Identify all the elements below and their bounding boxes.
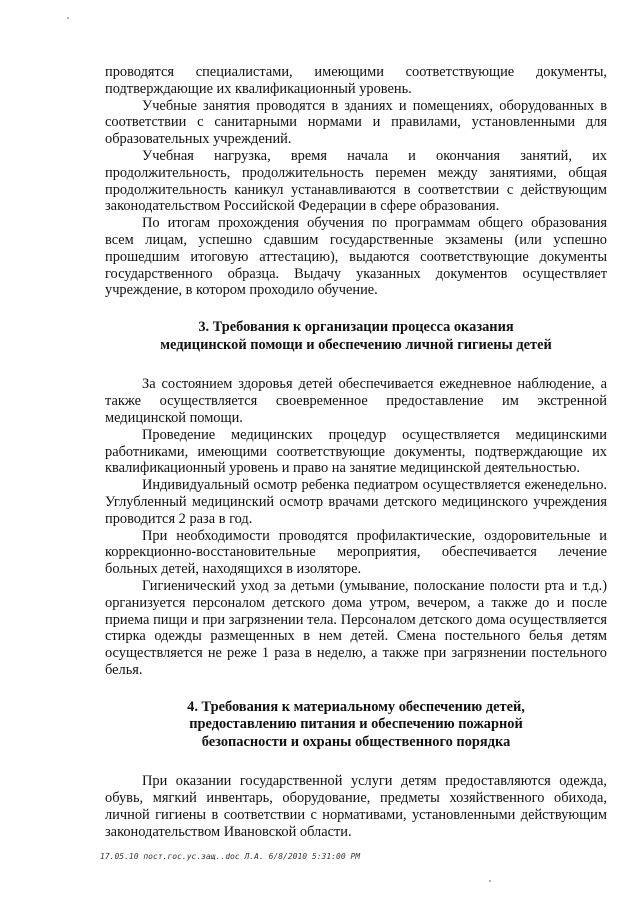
- section-3-title-line: 3. Требования к организации процесса оказания: [198, 319, 514, 336]
- paragraph: При необходимости проводятся профилактические, оздоровительные и коррекционно-восстановительные мероприятия, обеспечивается лечение больных детей, находящихся в изоляторе.: [105, 527, 607, 578]
- paragraph: При оказании государственной услуги детям предоставляются одежда, обувь, мягкий инвентарь, оборудование, предметы хозяйственного обихода, личной гигиены в соответствии с нормативами, установленными действующим законодательством Ивановской области.: [105, 773, 607, 840]
- paragraph: По итогам прохождения обучения по программам общего образования всем лицам, успешно сдавшим государственные экзамены (или успешно прошедшим итоговую аттестацию), выдаются соответствующие документы государственного образца. Выдачу указанных документов осуществляет учреждение, в котором проходило обучение.: [105, 215, 607, 299]
- scan-speck: [67, 17, 69, 19]
- paragraph: Учебная нагрузка, время начала и окончания занятий, их продолжительность, продолжительность перемен между занятиями, общая продолжительность каникул устанавливаются в соответствии с действующим законодательством Российской Федерации в сфере образования.: [105, 147, 607, 215]
- section-4-heading: [105, 699, 607, 752]
- document-footer: 17.05.10 пост.гос.ус.защ..doc Л.А. 6/8/2010 5:31:00 PM: [100, 852, 361, 861]
- scan-speck: [489, 880, 491, 882]
- paragraph: Учебные занятия проводятся в зданиях и помещениях, оборудованных в соответствии с санитарными нормами и правилами, установленными для образовательных учреждений.: [105, 97, 607, 148]
- section-3-heading: [105, 319, 607, 354]
- paragraph: Индивидуальный осмотр ребенка педиатром осуществляется еженедельно. Углубленный медицинский осмотр врачами детского медицинского учреждения проводится 2 раза в год.: [105, 477, 607, 527]
- page-body: [105, 64, 607, 841]
- paragraph: проводятся специалистами, имеющими соответствующие документы, подтверждающие их квалификационный уровень.: [105, 64, 607, 97]
- paragraph: Гигиенический уход за детьми (умывание, полоскание полости рта и т.д.) организуется персоналом детского дома утром, вечером, а также до и после приема пищи и при загрязнении тела. Персоналом детского дома осуществляется стирка одежды размещенных в нем детей. Смена постельного белья детям осуществляется не реже 1 раза в неделю, а также при загрязнении постельного белья.: [105, 577, 607, 678]
- section-4-title-line: предоставлению питания и обеспечению пожарной: [189, 716, 523, 733]
- paragraph: За состоянием здоровья детей обеспечивается ежедневное наблюдение, а также осуществляется своевременное предоставление им экстренной медицинской помощи.: [105, 376, 607, 426]
- section-3-title-line: медицинской помощи и обеспечению личной гигиены детей: [160, 336, 552, 353]
- section-4-title-line: безопасности и охраны общественного порядка: [201, 733, 511, 750]
- section-4-title-line: 4. Требования к материальному обеспечению детей,: [187, 698, 525, 715]
- paragraph: Проведение медицинских процедур осуществляется медицинскими работниками, имеющими соответствующие документы, подтверждающие их квалификационный уровень и право на занятие медицинской деятельностью.: [105, 426, 607, 477]
